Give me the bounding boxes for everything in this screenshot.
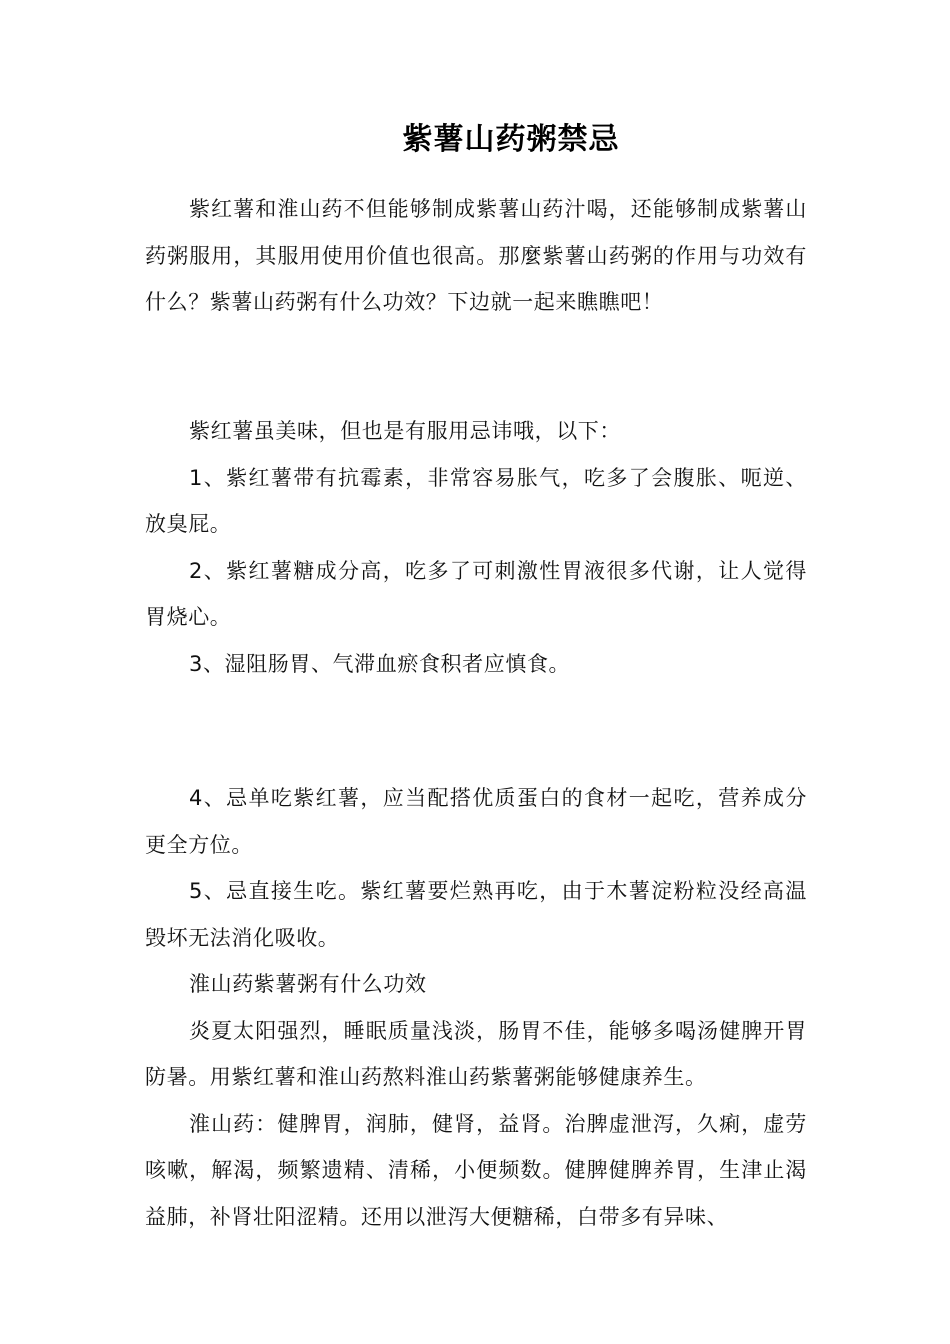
taboo-item-1: 1、紫红薯带有抗霉素，非常容易胀气，吃多了会腹胀、呃逆、放臭屁。 (145, 465, 807, 536)
document-body-top (145, 186, 807, 326)
taboo-item-3: 3、湿阻肠胃、气滞血瘀食积者应慎食。 (189, 651, 571, 676)
taboo-item-4: 4、忌单吃紫红薯，应当配搭优质蛋白的食材一起吃，营养成分更全方位。 (145, 786, 807, 857)
taboo-intro-paragraph: 紫红薯虽美味，但也是有服用忌讳哦，以下： (189, 419, 621, 443)
taboo-item-2: 2、紫红薯糖成分高，吃多了可刺激性胃液很多代谢，让人觉得胃烧心。 (145, 558, 807, 629)
document-title: 紫薯山药粥禁忌 (402, 122, 620, 157)
document-body-middle (145, 408, 807, 687)
yam-paragraph: 淮山药：健脾胃，润肺，健肾，益肾。治脾虚泄泻，久痢，虚劳咳嗽，解渴，频繁遗精、清稀，小便频数。健脾健脾养胃，生津止渴益肺，补肾壮阳涩精。还用以泄泻大便糖稀，白带多有异味、 (145, 1111, 807, 1229)
taboo-item-5: 5、忌直接生吃。紫红薯要烂熟再吃，由于木薯淀粉粒没经高温毁坏无法消化吸收。 (145, 879, 807, 950)
summer-paragraph: 炎夏太阳强烈，睡眠质量浅淡，肠胃不佳，能够多喝汤健脾开胃防暑。用紫红薯和淮山药熬料淮山药紫薯粥能够健康养生。 (145, 1018, 807, 1089)
document-body-bottom (145, 775, 807, 1240)
section-heading-effects: 淮山药紫薯粥有什么功效 (189, 972, 427, 996)
intro-paragraph: 紫红薯和淮山药不但能够制成紫薯山药汁喝，还能够制成紫薯山药粥服用，其服用使用价值也很高。那麼紫薯山药粥的作用与功效有什么？紫薯山药粥有什么功效？下边就一起来瞧瞧吧！ (145, 197, 807, 314)
